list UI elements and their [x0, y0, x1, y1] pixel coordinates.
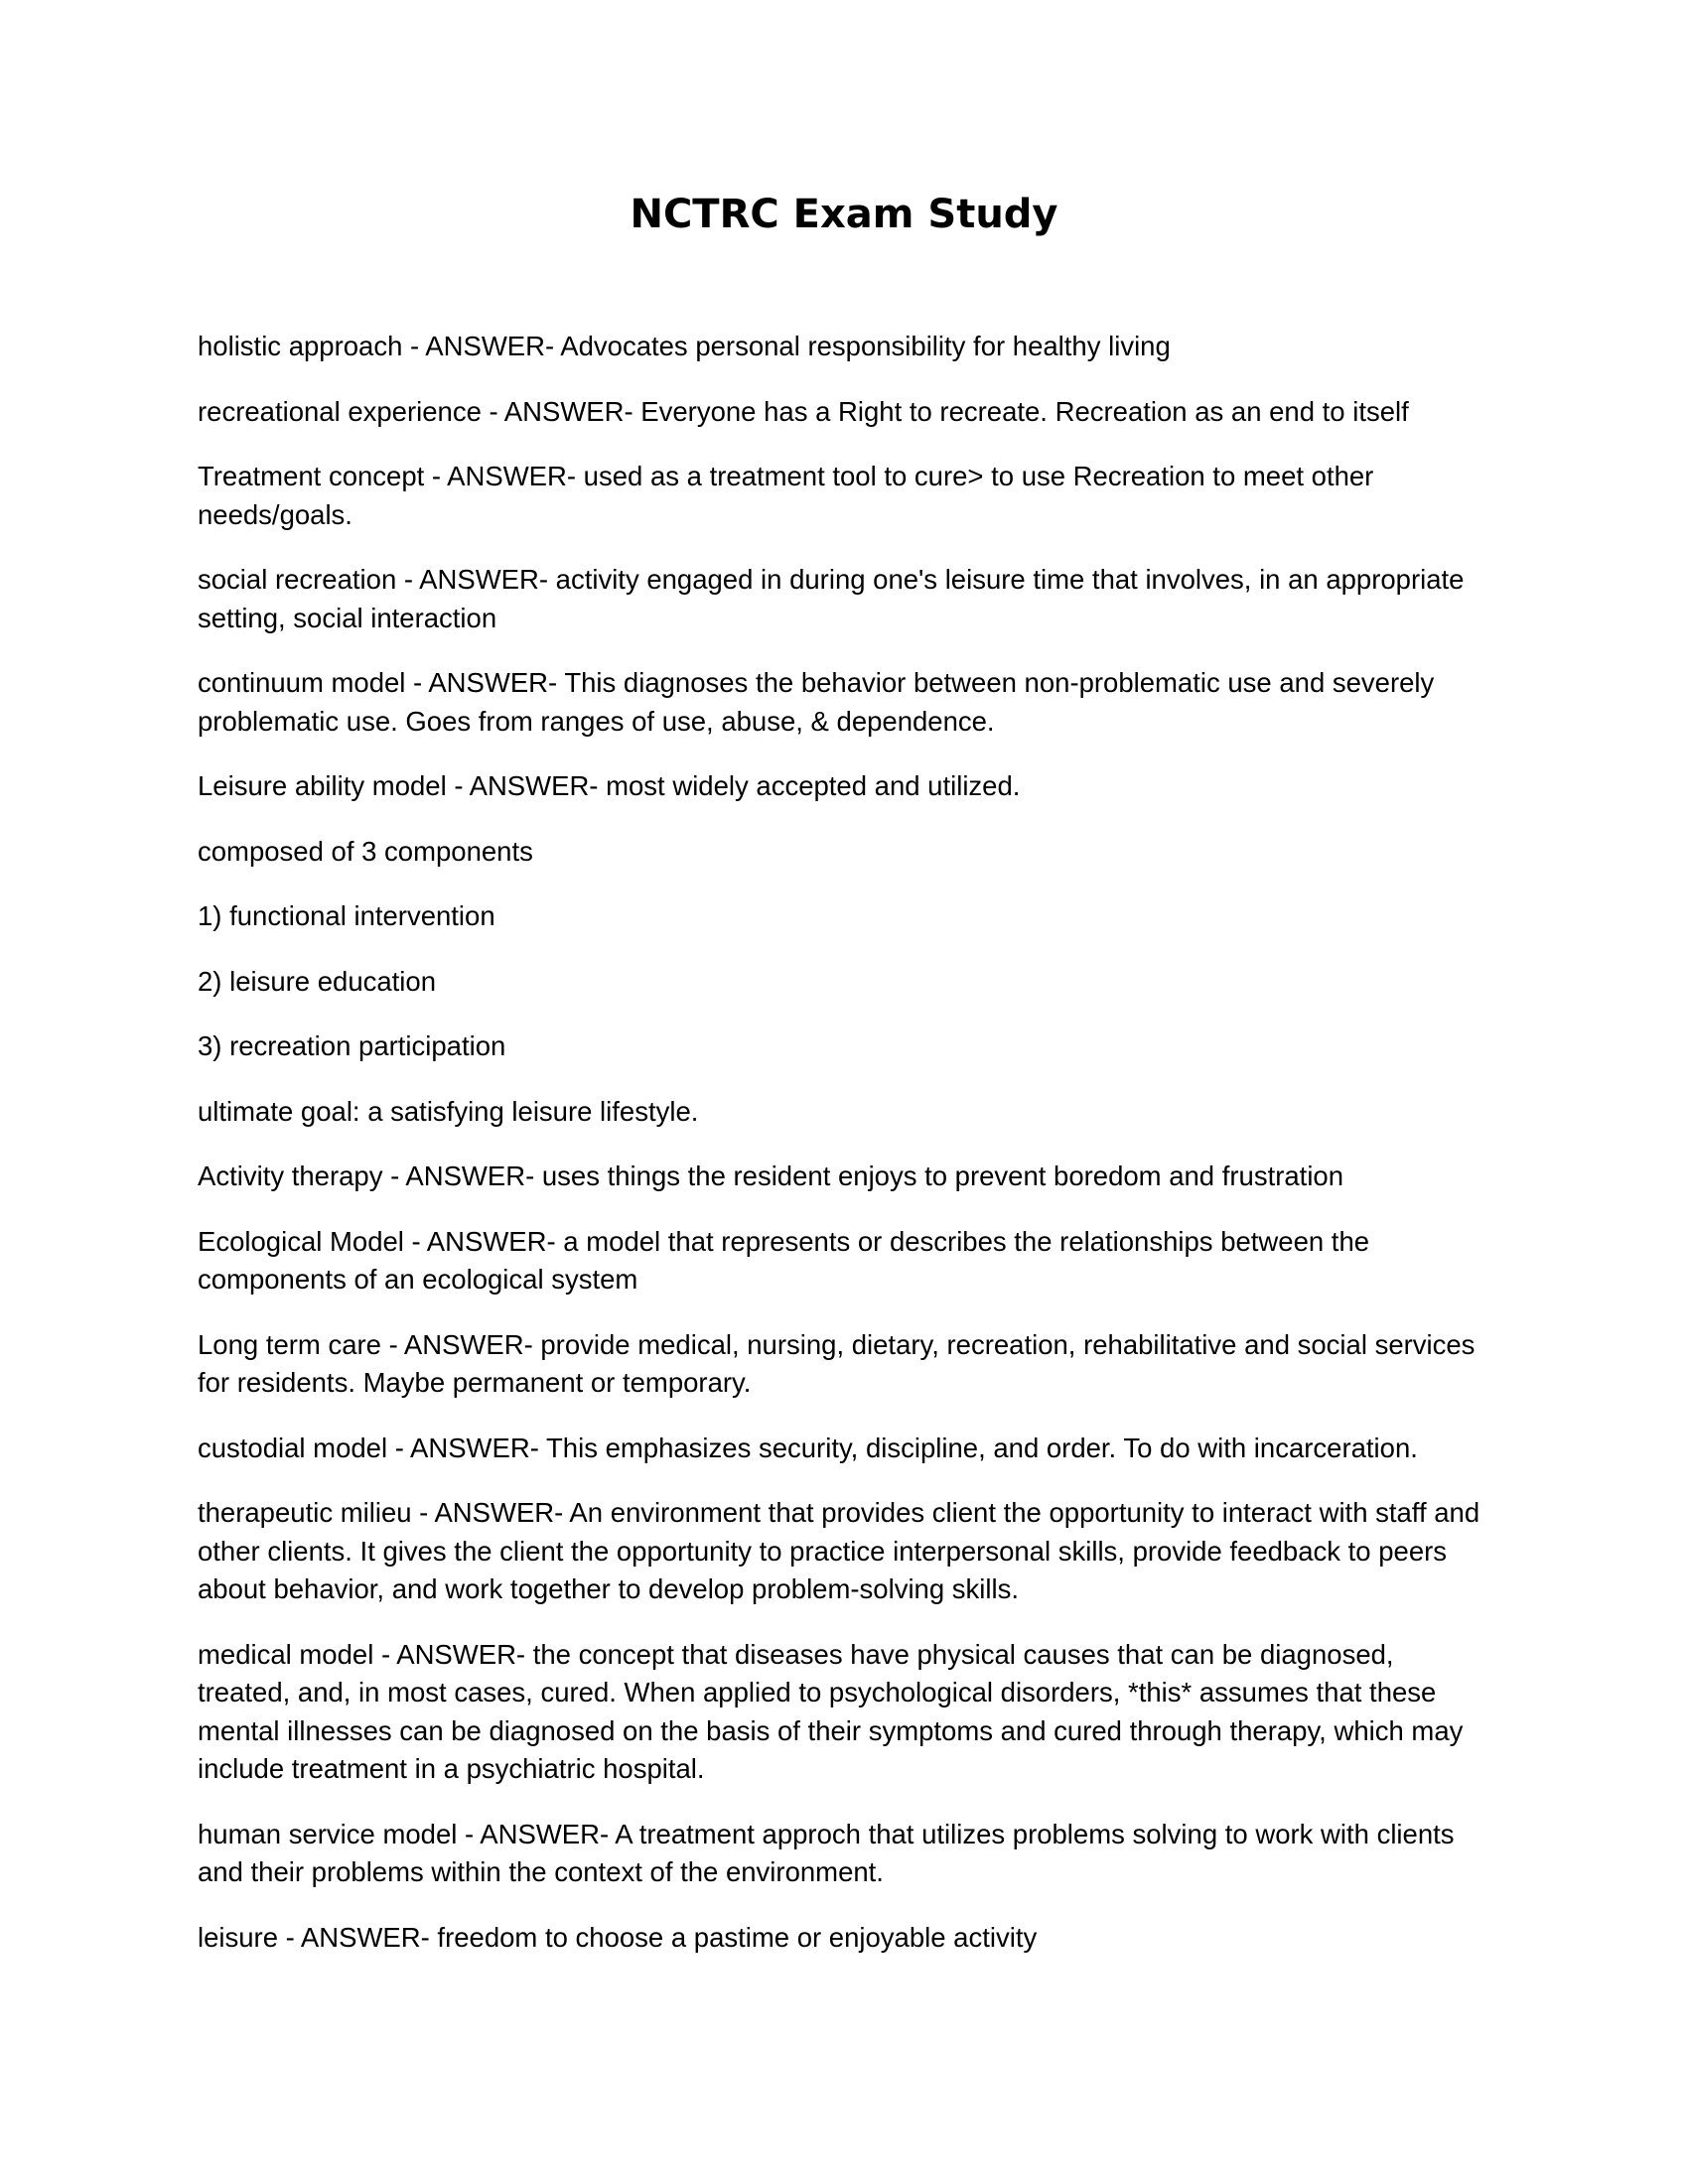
paragraph: social recreation - ANSWER- activity engaged in during one's leisure time that involves, in an appropriate setting, social interaction [198, 564, 1465, 633]
page-title: NCTRC Exam Study [630, 192, 1058, 237]
document-body [198, 328, 1493, 1983]
paragraph: holistic approach - ANSWER- Advocates personal responsibility for healthy living [198, 331, 1171, 361]
paragraph: Leisure ability model - ANSWER- most widely accepted and utilized. [198, 770, 1021, 801]
paragraph: Long term care - ANSWER- provide medical, nursing, dietary, recreation, rehabilitative and social services for residents. Maybe permanent or temporary. [198, 1328, 1476, 1398]
paragraph: custodial model - ANSWER- This emphasizes security, discipline, and order. To do with incarceration. [198, 1432, 1418, 1463]
list-item: 3) recreation participation [198, 1030, 506, 1061]
paragraph: recreational experience - ANSWER- Everyone has a Right to recreate. Recreation as an end to itself [198, 395, 1409, 427]
paragraph: leisure - ANSWER- freedom to choose a pastime or enjoyable activity [198, 1921, 1038, 1953]
list-item: 1) functional intervention [198, 900, 495, 931]
paragraph: composed of 3 components [198, 835, 533, 867]
list-item: 2) leisure education [198, 965, 437, 997]
paragraph: Activity therapy - ANSWER- uses things the resident enjoys to prevent boredom and frustration [198, 1160, 1344, 1191]
paragraph: human service model - ANSWER- A treatment approch that utilizes problems solving to work with clients and their problems within the context of the environment. [198, 1818, 1455, 1887]
paragraph: Treatment concept - ANSWER- used as a treatment tool to cure> to use Recreation to meet other needs/goals. [198, 461, 1374, 530]
paragraph: Ecological Model - ANSWER- a model that represents or describes the relationships between the components of an ecological system [198, 1225, 1370, 1295]
paragraph: ultimate goal: a satisfying leisure lifestyle. [198, 1095, 699, 1127]
paragraph: medical model - ANSWER- the concept that diseases have physical causes that can be diagnosed, treated, and, in most cases, cured. When applied to psychological disorders, *this* assumes that these mental illnesses can be diagnosed on the basis of their symptoms and cured through therapy, which may include treatment in a psychiatric hospital. [198, 1638, 1464, 1784]
paragraph: continuum model - ANSWER- This diagnoses the behavior between non-problematic use and severely problematic use. Goes from ranges of use, abuse, & dependence. [198, 667, 1435, 737]
paragraph: therapeutic milieu - ANSWER- An environment that provides client the opportunity to interact with staff and other clients. It gives the client the opportunity to practice interpersonal skills, provide feedback to peers about behavior, and work together to develop problem-solving skills. [198, 1497, 1480, 1604]
